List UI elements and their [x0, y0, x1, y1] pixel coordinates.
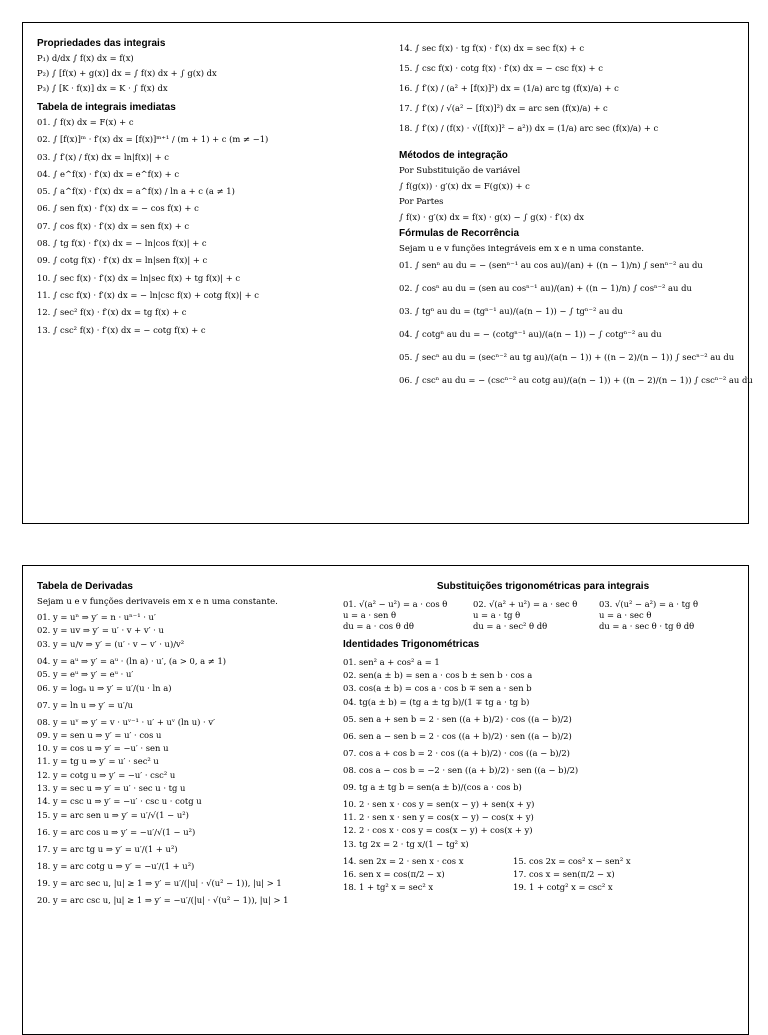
integral-04: 04. ∫ e^f(x) · f′(x) dx = e^f(x) + c	[37, 168, 180, 179]
identity-04: 04. tg(a ± b) = (tg a ± tg b)/(1 ∓ tg a · tg b)	[343, 697, 530, 707]
trig-substitution-expressions	[343, 599, 743, 610]
recurrence-01: 01. ∫ senⁿ au du = − (senⁿ⁻¹ au cos au)/(an) + ((n − 1)/n) ∫ senⁿ⁻² au du	[399, 260, 703, 270]
identity-pair-18-19	[343, 882, 743, 893]
recurrence-02: 02. ∫ cosⁿ au du = (sen au cosⁿ⁻¹ au)/(an) + ((n − 1)/n) ∫ cosⁿ⁻² au du	[399, 283, 692, 293]
identity-pair-16-17	[343, 869, 743, 880]
property-3: P₃) ∫ [K · f(x)] dx = K · ∫ f(x) dx	[37, 83, 168, 93]
integral-12: 12. ∫ sec² f(x) · f′(x) dx = tg f(x) + c	[37, 307, 187, 318]
identity-12: 12. 2 · cos x · cos y = cos(x − y) + cos(x + y)	[343, 825, 533, 835]
trig-subst-02-du: du = a · sec² θ dθ	[473, 621, 548, 631]
derivative-17: 17. y = arc tg u ⇒ y′ = u′/(1 + u²)	[37, 843, 178, 854]
integral-18: 18. ∫ f′(x) / (f(x) · √([f(x)]² − a²)) dx = (1/a) arc sec (f(x)/a) + c	[399, 123, 659, 133]
substitution-label: Por Substituição de variável	[399, 166, 521, 176]
identity-11: 11. 2 · sen x · sen y = cos(x − y) − cos(x + y)	[343, 812, 534, 822]
integral-14: 14. ∫ sec f(x) · tg f(x) · f′(x) dx = sec f(x) + c	[399, 43, 585, 53]
recurrence-06: 06. ∫ cscⁿ au du = − (cscⁿ⁻² au cotg au)/(a(n − 1)) + ((n − 2)/(n − 1)) ∫ cscⁿ⁻² au du	[399, 375, 753, 385]
derivative-04: 04. y = aᵘ ⇒ y′ = aᵘ · (ln a) · u′, (a > 0, a ≠ 1)	[37, 656, 227, 667]
identity-16: 16. sen x = cos(π/2 − x)	[343, 869, 445, 879]
parts-label: Por Partes	[399, 197, 444, 207]
property-1: P₁) d/dx ∫ f(x) dx = f(x)	[37, 53, 134, 63]
integrals-sheet	[22, 22, 753, 524]
derivative-06: 06. y = logₐ u ⇒ y′ = u′/(u · ln a)	[37, 683, 172, 694]
recurrence-heading: Fórmulas de Recorrência	[399, 228, 520, 239]
properties-heading: Propriedades das integrais	[37, 38, 166, 49]
recurrence-03: 03. ∫ tgⁿ au du = (tgⁿ⁻¹ au)/(a(n − 1)) − ∫ tgⁿ⁻² au du	[399, 306, 623, 316]
identity-17: 17. cos x = sen(π/2 − x)	[513, 869, 615, 879]
integral-15: 15. ∫ csc f(x) · cotg f(x) · f′(x) dx = − csc f(x) + c	[399, 63, 603, 73]
identity-19: 19. 1 + cotg² x = csc² x	[513, 882, 613, 892]
property-2: P₂) ∫ [f(x) + g(x)] dx = ∫ f(x) dx + ∫ g(x) dx	[37, 68, 217, 78]
derivative-15: 15. y = arc sen u ⇒ y′ = u′/√(1 − u²)	[37, 809, 189, 820]
integral-10: 10. ∫ sec f(x) · f′(x) dx = ln|sec f(x) + tg f(x)| + c	[37, 272, 241, 283]
identity-09: 09. tg a ± tg b = sen(a ± b)/(cos a · cos b)	[343, 782, 522, 792]
derivatives-heading: Tabela de Derivadas	[37, 581, 133, 592]
derivative-10: 10. y = cos u ⇒ y′ = −u′ · sen u	[37, 743, 169, 754]
derivative-09: 09. y = sen u ⇒ y′ = u′ · cos u	[37, 730, 162, 741]
trig-subst-03-expr: 03. √(u² − a²) = a · tg θ	[599, 599, 699, 609]
trig-subst-03-du: du = a · sec θ · tg θ dθ	[599, 621, 695, 631]
trig-column	[343, 580, 743, 895]
trig-subst-01-u: u = a · sen θ	[343, 610, 397, 620]
integral-03: 03. ∫ f′(x) / f(x) dx = ln|f(x)| + c	[37, 151, 169, 162]
recurrence-05: 05. ∫ secⁿ au du = (secⁿ⁻² au tg au)/(a(n − 1)) + ((n − 2)/(n − 1)) ∫ secⁿ⁻² au du	[399, 352, 735, 362]
derivative-07: 07. y = ln u ⇒ y′ = u′/u	[37, 700, 134, 711]
derivative-12: 12. y = cotg u ⇒ y′ = −u′ · csc² u	[37, 769, 176, 780]
identity-14: 14. sen 2x = 2 · sen x · cos x	[343, 856, 464, 866]
identity-pair-14-15	[343, 856, 743, 867]
identity-18: 18. 1 + tg² x = sec² x	[343, 882, 434, 892]
parts-formula: ∫ f(x) · g′(x) dx = f(x) · g(x) − ∫ g(x) · f′(x) dx	[399, 212, 584, 222]
integral-06: 06. ∫ sen f(x) · f′(x) dx = − cos f(x) + c	[37, 203, 199, 214]
integral-17: 17. ∫ f′(x) / √(a² − [f(x)]²) dx = arc sen (f(x)/a) + c	[399, 103, 608, 113]
integral-08: 08. ∫ tg f(x) · f′(x) dx = − ln|cos f(x)| + c	[37, 238, 207, 249]
integral-01: 01. ∫ f(x) dx = F(x) + c	[37, 117, 134, 127]
substitution-formula: ∫ f(g(x)) · g′(x) dx = F(g(x)) + c	[399, 181, 530, 191]
identity-02: 02. sen(a ± b) = sen a · cos b ± sen b · cos a	[343, 670, 533, 680]
derivative-03: 03. y = u/v ⇒ y′ = (u′ · v − v′ · u)/v²	[37, 639, 185, 650]
identity-05: 05. sen a + sen b = 2 · sen ((a + b)/2) · cos ((a − b)/2)	[343, 714, 572, 724]
identity-03: 03. cos(a ± b) = cos a · cos b ∓ sen a · sen b	[343, 683, 532, 693]
derivatives-column	[37, 580, 327, 912]
derivatives-sheet	[22, 565, 749, 1035]
integral-07: 07. ∫ cos f(x) · f′(x) dx = sen f(x) + c	[37, 220, 190, 231]
trig-identities-heading: Identidades Trigonométricas	[343, 639, 480, 650]
trig-subst-02-expr: 02. √(a² + u²) = a · sec θ	[473, 599, 578, 609]
integral-16: 16. ∫ f′(x) / (a² + [f(x)]²) dx = (1/a) arc tg (f(x)/a) + c	[399, 83, 619, 93]
integrals-right-column	[399, 39, 753, 398]
derivative-08: 08. y = uᵛ ⇒ y′ = v · uᵛ⁻¹ · u′ + uᵛ (ln u) · v′	[37, 717, 215, 728]
trig-subst-03-u: u = a · sec θ	[599, 610, 652, 620]
recurrence-subtitle: Sejam u e v funções integráveis em x e n uma constante.	[399, 244, 644, 254]
derivative-05: 05. y = eᵘ ⇒ y′ = eᵘ · u′	[37, 669, 134, 680]
identity-13: 13. tg 2x = 2 · tg x/(1 − tg² x)	[343, 839, 469, 849]
trig-substitutions-heading: Substituições trigonométricas para integrais	[436, 581, 650, 592]
integral-05: 05. ∫ a^f(x) · f′(x) dx = a^f(x) / ln a + c (a ≠ 1)	[37, 186, 235, 197]
integral-11: 11. ∫ csc f(x) · f′(x) dx = − ln|csc f(x) + cotg f(x)| + c	[37, 289, 259, 300]
identity-06: 06. sen a − sen b = 2 · cos ((a + b)/2) · sen ((a − b)/2)	[343, 731, 572, 741]
trig-subst-01-expr: 01. √(a² − u²) = a · cos θ	[343, 599, 448, 609]
integral-02: 02. ∫ [f(x)]ᵐ · f′(x) dx = [f(x)]ᵐ⁺¹ / (m + 1) + c (m ≠ −1)	[37, 134, 269, 145]
derivative-01: 01. y = uⁿ ⇒ y′ = n · uⁿ⁻¹ · u′	[37, 612, 156, 622]
integral-13: 13. ∫ csc² f(x) · f′(x) dx = − cotg f(x) + c	[37, 324, 206, 335]
identity-10: 10. 2 · sen x · cos y = sen(x − y) + sen(x + y)	[343, 799, 535, 809]
identity-01: 01. sen² a + cos² a = 1	[343, 657, 440, 667]
derivative-19: 19. y = arc sec u, |u| ≥ 1 ⇒ y′ = u′/(|u| · √(u² − 1)), |u| > 1	[37, 877, 282, 888]
derivative-16: 16. y = arc cos u ⇒ y′ = −u′/√(1 − u²)	[37, 826, 196, 837]
identity-08: 08. cos a − cos b = −2 · sen ((a + b)/2) · sen ((a − b)/2)	[343, 765, 579, 775]
derivative-18: 18. y = arc cotg u ⇒ y′ = −u′/(1 + u²)	[37, 860, 195, 871]
immediate-integrals-heading: Tabela de integrais imediatas	[37, 102, 176, 113]
derivatives-subtitle: Sejam u e v funções derivaveis em x e n uma constante.	[37, 597, 278, 607]
derivative-02: 02. y = uv ⇒ y′ = u′ · v + v′ · u	[37, 625, 164, 636]
derivative-13: 13. y = sec u ⇒ y′ = u′ · sec u · tg u	[37, 782, 186, 793]
derivative-14: 14. y = csc u ⇒ y′ = −u′ · csc u · cotg u	[37, 795, 202, 806]
methods-heading: Métodos de integração	[399, 150, 508, 161]
derivative-20: 20. y = arc csc u, |u| ≥ 1 ⇒ y′ = −u′/(|u| · √(u² − 1)), |u| > 1	[37, 894, 289, 905]
trig-subst-02-u: u = a · tg θ	[473, 610, 521, 620]
trig-subst-01-du: du = a · cos θ dθ	[343, 621, 414, 631]
identity-07: 07. cos a + cos b = 2 · cos ((a + b)/2) · cos ((a − b)/2)	[343, 748, 570, 758]
integral-09: 09. ∫ cotg f(x) · f′(x) dx = ln|sen f(x)| + c	[37, 255, 208, 266]
trig-substitution-du	[343, 621, 743, 632]
trig-substitution-u	[343, 610, 743, 621]
identity-15: 15. cos 2x = cos² x − sen² x	[513, 856, 631, 866]
integrals-left-column	[37, 37, 387, 342]
derivative-11: 11. y = tg u ⇒ y′ = u′ · sec² u	[37, 756, 159, 767]
recurrence-04: 04. ∫ cotgⁿ au du = − (cotgⁿ⁻¹ au)/(a(n − 1)) − ∫ cotgⁿ⁻² au du	[399, 329, 662, 339]
